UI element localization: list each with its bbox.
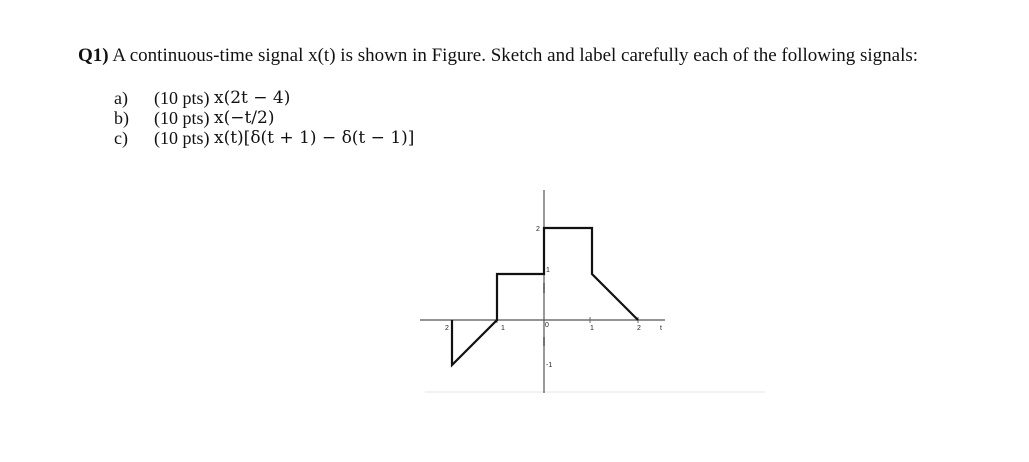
part-points: (10 pts): [154, 88, 210, 108]
tick-label-yneg1: -1: [546, 362, 553, 369]
part-expression: x(−t/2): [214, 108, 275, 128]
tick-label-x1: 1: [590, 325, 594, 332]
tick-label-y2: 2: [536, 226, 540, 233]
part-expression: x(2t − 4): [214, 88, 291, 108]
tick-label-xneg2: 2: [445, 325, 449, 332]
tick-label-x2: 2: [637, 325, 641, 332]
part-expression: x(t)[δ(t + 1) − δ(t − 1)]: [214, 128, 415, 148]
question-body: A continuous-time signal x(t) is shown in Figure. Sketch and label carefully each of the following signals:: [112, 45, 919, 66]
part-points: (10 pts): [154, 108, 210, 128]
t-axis-label: t: [660, 325, 662, 332]
question-label: Q1): [78, 45, 109, 66]
tick-label-y1: 1: [546, 267, 550, 274]
tick-label-xneg1: 1: [501, 325, 505, 332]
tick-label-origin: 0: [545, 322, 549, 329]
part-letter: b): [114, 108, 129, 128]
signal-curve: [452, 228, 638, 365]
part-points: (10 pts): [154, 128, 210, 148]
part-letter: a): [114, 88, 128, 108]
part-letter: c): [114, 128, 128, 148]
